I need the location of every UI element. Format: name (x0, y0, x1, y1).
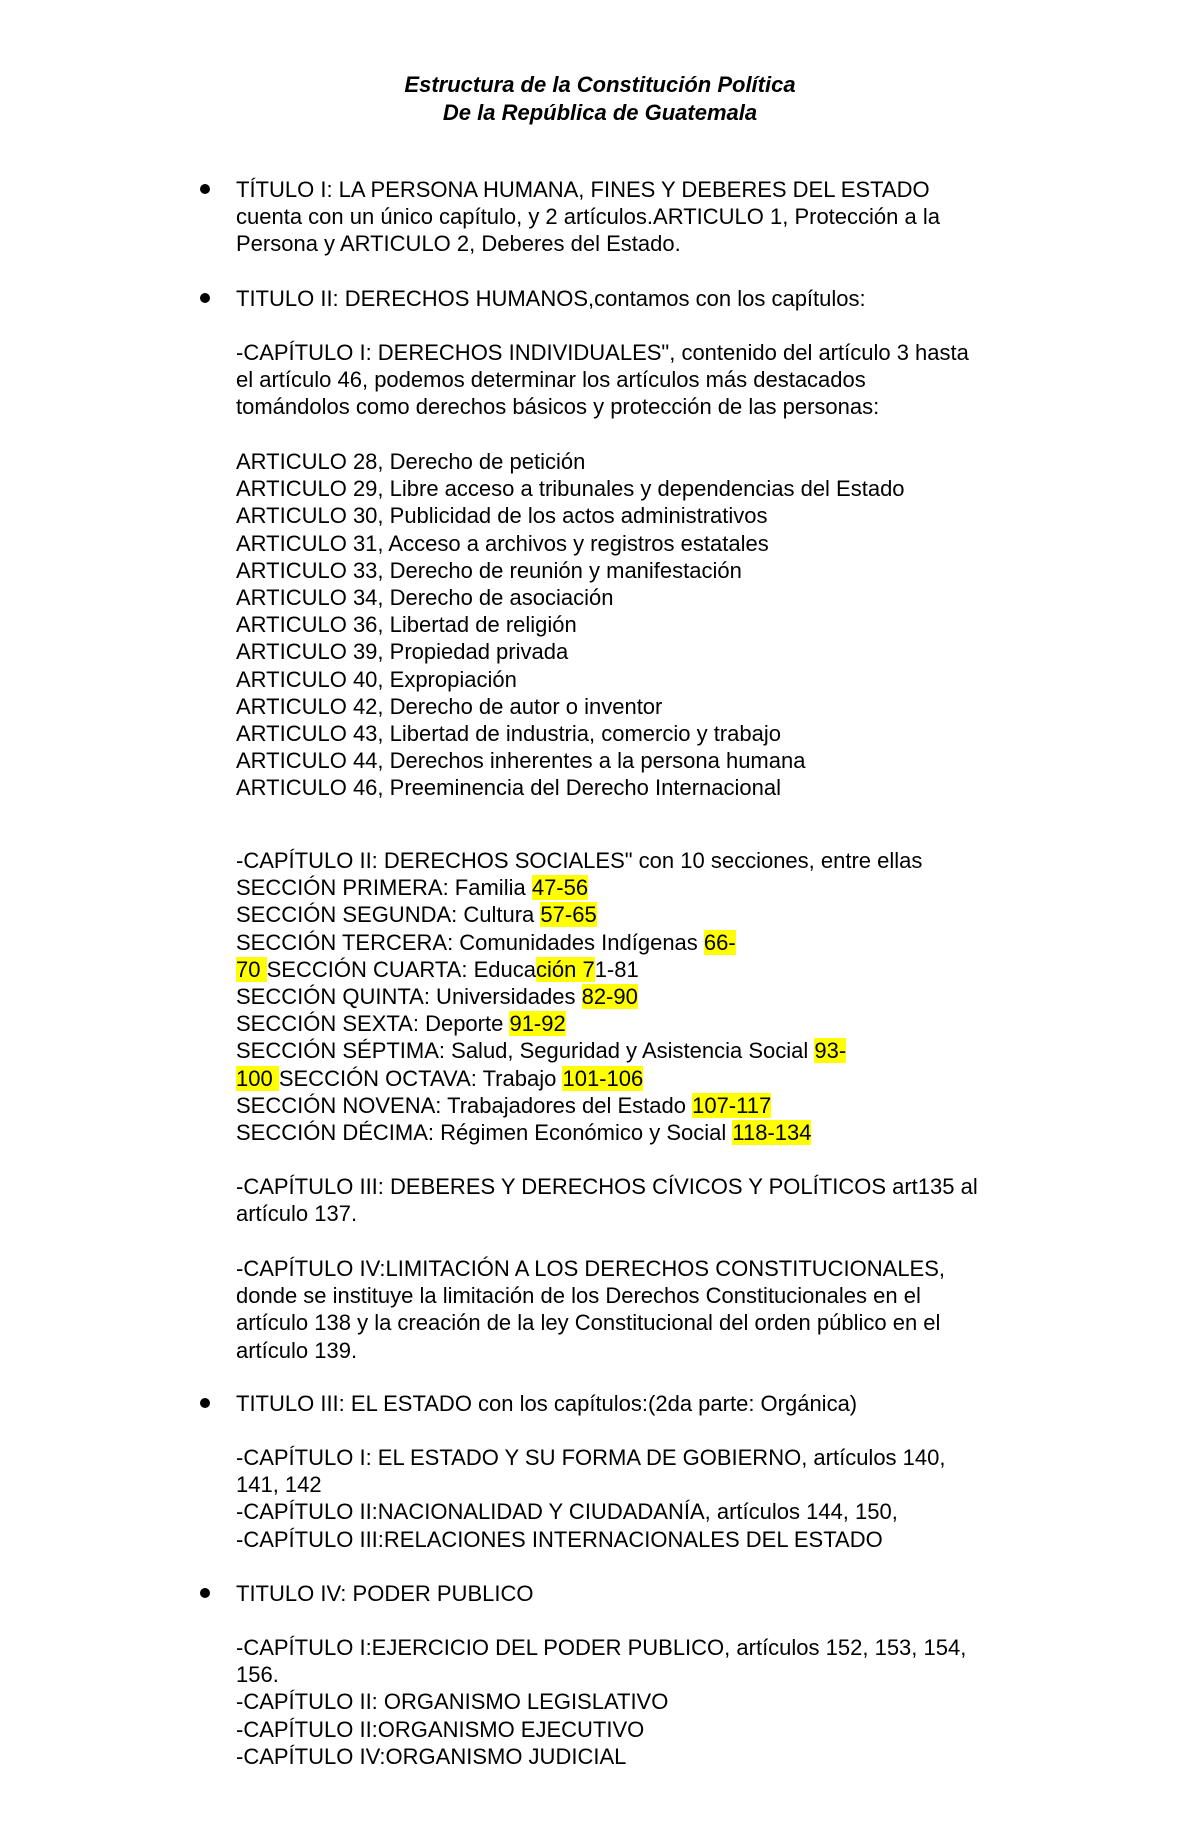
seccion-label: SECCIÓN CUARTA: Educa (266, 956, 536, 982)
titulo-3-block (236, 1444, 1046, 1553)
capitulo-4-line: artículo 139. (236, 1337, 358, 1363)
article-item: ARTICULO 40, Expropiación (236, 666, 517, 692)
titulo-4-line: -CAPÍTULO II: ORGANISMO LEGISLATIVO (236, 1689, 669, 1715)
article-item: ARTICULO 33, Derecho de reunión y manifestación (236, 557, 742, 583)
seccion-range: 82-90 (581, 984, 638, 1010)
titulo-3-line: -CAPÍTULO I: EL ESTADO Y SU FORMA DE GOBIERNO, artículos 140, (236, 1445, 946, 1470)
seccion-line (236, 1119, 1046, 1146)
titulo-3-heading-text: TITULO III: EL ESTADO con los capítulos:(2da parte: Orgánica) (236, 1391, 858, 1416)
article-item: ARTICULO 36, Libertad de religión (236, 612, 577, 638)
seccion-range: 1-81 (594, 956, 639, 982)
article-item: ARTICULO 42, Derecho de autor o inventor (236, 693, 663, 719)
titulo-1-line: Persona y ARTICULO 2, Deberes del Estado. (236, 231, 681, 257)
capitulo-2-heading: -CAPÍTULO II: DERECHOS SOCIALES" con 10 secciones, entre ellas (236, 848, 923, 873)
capitulo-3-line: -CAPÍTULO III: DEBERES Y DERECHOS CÍVICOS Y POLÍTICOS art135 al (236, 1174, 978, 1199)
titulo-2-heading-text: TITULO II: DERECHOS HUMANOS,contamos con los capítulos: (236, 286, 866, 311)
titulo-4-line: -CAPÍTULO II:ORGANISMO EJECUTIVO (236, 1716, 645, 1742)
bullet-icon (200, 1398, 210, 1408)
bullet-icon (200, 1588, 210, 1598)
capitulo-4-block (236, 1255, 1046, 1364)
seccion-range: 93- (814, 1038, 847, 1064)
seccion-line (236, 929, 1046, 956)
capitulo-3-block (236, 1173, 1046, 1227)
titulo-3-line: -CAPÍTULO III:RELACIONES INTERNACIONALES DEL ESTADO (236, 1526, 883, 1552)
seccion-label: SECCIÓN NOVENA: Trabajadores del Estado (236, 1092, 693, 1118)
titulo-3-line: -CAPÍTULO II:NACIONALIDAD Y CIUDADANÍA, artículos 144, 150, (236, 1499, 898, 1525)
articles-list (236, 448, 1046, 802)
seccion-line (236, 901, 1046, 928)
article-item: ARTICULO 43, Libertad de industria, comercio y trabajo (236, 721, 781, 747)
seccion-range: 100 (236, 1065, 279, 1091)
article-item: ARTICULO 31, Acceso a archivos y registros estatales (236, 530, 769, 556)
capitulo-1-line: tomándolos como derechos básicos y protección de las personas: (236, 394, 880, 420)
document-title (0, 71, 1200, 127)
seccion-line (236, 956, 1046, 983)
titulo-4-line: -CAPÍTULO I:EJERCICIO DEL PODER PUBLICO, artículos 152, 153, 154, (236, 1635, 967, 1660)
seccion-line (236, 874, 1046, 901)
seccion-label: SECCIÓN TERCERA: Comunidades Indígenas (236, 929, 704, 955)
bullet-icon (200, 293, 210, 303)
seccion-label: SECCIÓN SEGUNDA: Cultura (236, 902, 541, 928)
title-line-1: Estructura de la Constitución Política (404, 72, 796, 97)
capitulo-1-block (236, 339, 1046, 421)
titulo-2-heading (236, 285, 1046, 312)
article-item: ARTICULO 44, Derechos inherentes a la persona humana (236, 748, 806, 774)
titulo-1-line: TÍTULO I: LA PERSONA HUMANA, FINES Y DEBERES DEL ESTADO (236, 177, 930, 202)
title-line-2: De la República de Guatemala (442, 100, 758, 125)
seccion-range: 101-106 (562, 1065, 644, 1091)
titulo-1-line: cuenta con un único capítulo, y 2 artículos.ARTICULO 1, Protección a la (236, 204, 940, 230)
article-item: ARTICULO 46, Preeminencia del Derecho Internacional (236, 775, 781, 801)
titulo-1-block (236, 176, 1046, 258)
seccion-label: SECCIÓN PRIMERA: Familia (236, 875, 532, 901)
titulo-4-line: 156. (236, 1662, 279, 1688)
titulo-4-line: -CAPÍTULO IV:ORGANISMO JUDICIAL (236, 1743, 627, 1769)
seccion-range: 47-56 (531, 875, 589, 901)
titulo-4-heading (236, 1580, 1046, 1607)
seccion-label: SECCIÓN SEXTA: Deporte (236, 1011, 510, 1037)
capitulo-4-line: -CAPÍTULO IV:LIMITACIÓN A LOS DERECHOS CONSTITUCIONALES, (236, 1256, 946, 1281)
capitulo-1-line: -CAPÍTULO I: DERECHOS INDIVIDUALES", contenido del artículo 3 hasta (236, 340, 969, 365)
seccion-line (236, 1065, 1046, 1092)
article-item: ARTICULO 34, Derecho de asociación (236, 585, 614, 611)
seccion-range: 57-65 (540, 902, 597, 928)
titulo-3-heading (236, 1390, 1046, 1417)
article-item: ARTICULO 28, Derecho de petición (236, 449, 586, 474)
capitulo-2-block (236, 847, 1046, 1146)
seccion-line (236, 1037, 1046, 1064)
seccion-label: SECCIÓN QUINTA: Universidades (236, 984, 582, 1010)
article-item: ARTICULO 30, Publicidad de los actos administrativos (236, 503, 768, 529)
titulo-4-block (236, 1634, 1046, 1770)
capitulo-3-line: artículo 137. (236, 1201, 358, 1227)
article-item: ARTICULO 39, Propiedad privada (236, 639, 569, 665)
bullet-icon (200, 184, 210, 194)
seccion-range: 118-134 (732, 1120, 812, 1146)
seccion-label: SECCIÓN SÉPTIMA: Salud, Seguridad y Asistencia Social (236, 1038, 815, 1064)
capitulo-4-line: artículo 138 y la creación de la ley Constitucional del orden público en el (236, 1310, 941, 1336)
seccion-range: 91-92 (509, 1011, 566, 1037)
seccion-label: SECCIÓN DÉCIMA: Régimen Económico y Social (236, 1120, 733, 1146)
seccion-line (236, 1092, 1046, 1119)
seccion-range: 107-117 (692, 1092, 772, 1118)
titulo-4-heading-text: TITULO IV: PODER PUBLICO (236, 1581, 534, 1606)
seccion-label: SECCIÓN OCTAVA: Trabajo (278, 1065, 563, 1091)
seccion-range: 70 (236, 956, 267, 982)
seccion-line (236, 1010, 1046, 1037)
capitulo-1-line: el artículo 46, podemos determinar los artículos más destacados (236, 367, 866, 393)
capitulo-4-line: donde se instituye la limitación de los Derechos Constitucionales en el (236, 1283, 921, 1309)
article-item: ARTICULO 29, Libre acceso a tribunales y dependencias del Estado (236, 476, 905, 502)
titulo-3-line: 141, 142 (236, 1472, 322, 1498)
seccion-highlight: ción 7 (535, 956, 595, 982)
seccion-line (236, 983, 1046, 1010)
seccion-range: 66- (703, 929, 736, 955)
